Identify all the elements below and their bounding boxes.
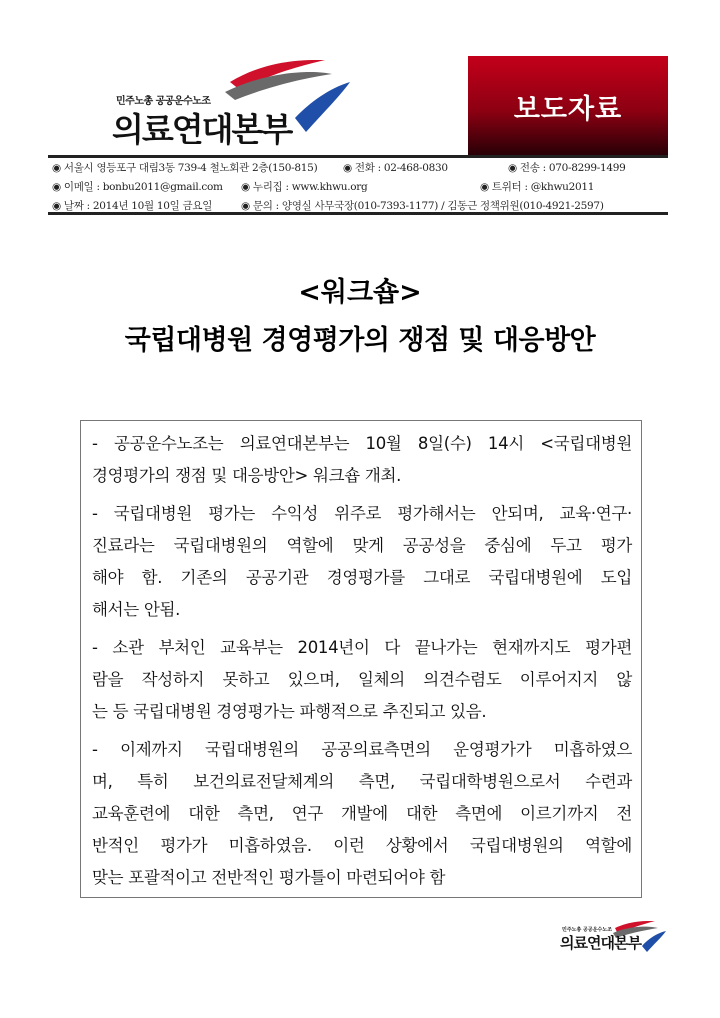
summary-line: 람을 작성하지 못하고 있으며, 일체의 의견수렴도 이루어지지 않 (92, 670, 632, 689)
summary-box (80, 420, 642, 898)
summary-line: 는 등 국립대병원 경영평가는 파행적으로 추진되고 있음. (92, 702, 487, 721)
info-divider-bottom (48, 212, 668, 215)
bullet-icon: ◉ (52, 162, 61, 174)
bullet-icon: ◉ (52, 181, 61, 193)
press-release-badge (468, 56, 668, 156)
document-title: 국립대병원 경영평가의 쟁점 및 대응방안 (124, 325, 596, 356)
info-date: ◉ 날짜 : 2014년 10월 10일 금요일 (52, 200, 213, 212)
press-release-label: 보도자료 (513, 93, 623, 125)
summary-line: 경영평가의 쟁점 및 대응방안> 워크숍 개최. (92, 466, 402, 485)
logo-title: 의료연대본부 (112, 110, 292, 149)
summary-line: 맞는 포괄적이고 전반적인 평가틀이 마련되어야 함 (92, 868, 446, 887)
info-homepage: ◉ 누리집 : www.khwu.org (241, 181, 368, 193)
summary-line: - 공공운수노조는 의료연대본부는 10월 8일(수) 14시 <국립대병원 (92, 434, 632, 453)
info-email: ◉ 이메일 : bonbu2011@gmail.com (52, 181, 223, 193)
info-contact: ◉ 문의 : 양영실 사무국장(010-7393-1177) / 김동근 정책위원(010-4921-2597) (241, 200, 604, 212)
summary-line: 해서는 안됨. (92, 600, 181, 619)
info-phone: ◉ 전화 : 02-468-0830 (343, 162, 448, 174)
org-logo (110, 52, 360, 147)
bullet-icon: ◉ (508, 162, 517, 174)
bullet-icon: ◉ (241, 181, 250, 193)
footer-logo (560, 918, 670, 963)
bullet-icon: ◉ (52, 200, 61, 212)
document-title-tag: <워크숍> (298, 277, 422, 308)
bullet-icon: ◉ (343, 162, 352, 174)
summary-line: 해야 함. 기존의 공공기관 경영평가를 그대로 국립대병원에 도입 (92, 568, 632, 587)
info-address: ◉ 서울시 영등포구 대림3동 739-4 철노회관 2층(150-815) (52, 162, 318, 174)
summary-line: 반적인 평가가 미흡하였음. 이런 상황에서 국립대병원의 역할에 (92, 836, 632, 855)
summary-line: - 소관 부처인 교육부는 2014년이 다 끝나가는 현재까지도 평가편 (92, 638, 632, 657)
info-twitter: ◉ 트위터 : @khwu2011 (480, 181, 595, 193)
bullet-icon: ◉ (241, 200, 250, 212)
summary-line: - 국립대병원 평가는 수익성 위주로 평가해서는 안되며, 교육·연구· (92, 504, 632, 523)
summary-line: 교육훈련에 대한 측면, 연구 개발에 대한 측면에 이르기까지 전 (92, 804, 632, 823)
info-divider-top (48, 155, 668, 158)
summary-line: 진료라는 국립대병원의 역할에 맞게 공공성을 중심에 두고 평가 (92, 536, 632, 555)
summary-line: - 이제까지 국립대병원의 공공의료측면의 운영평가가 미흡하였으 (92, 740, 632, 759)
logo-subtitle: 민주노총 공공운수노조 (116, 96, 211, 107)
summary-line: 며, 특히 보건의료전달체계의 측면, 국립대학병원으로서 수련과 (92, 772, 632, 791)
info-fax: ◉ 전송 : 070-8299-1499 (508, 162, 626, 174)
footer-logo-subtitle: 민주노총 공공운수노조 (562, 927, 613, 933)
bullet-icon: ◉ (480, 181, 489, 193)
footer-logo-title: 의료연대본부 (560, 934, 641, 952)
